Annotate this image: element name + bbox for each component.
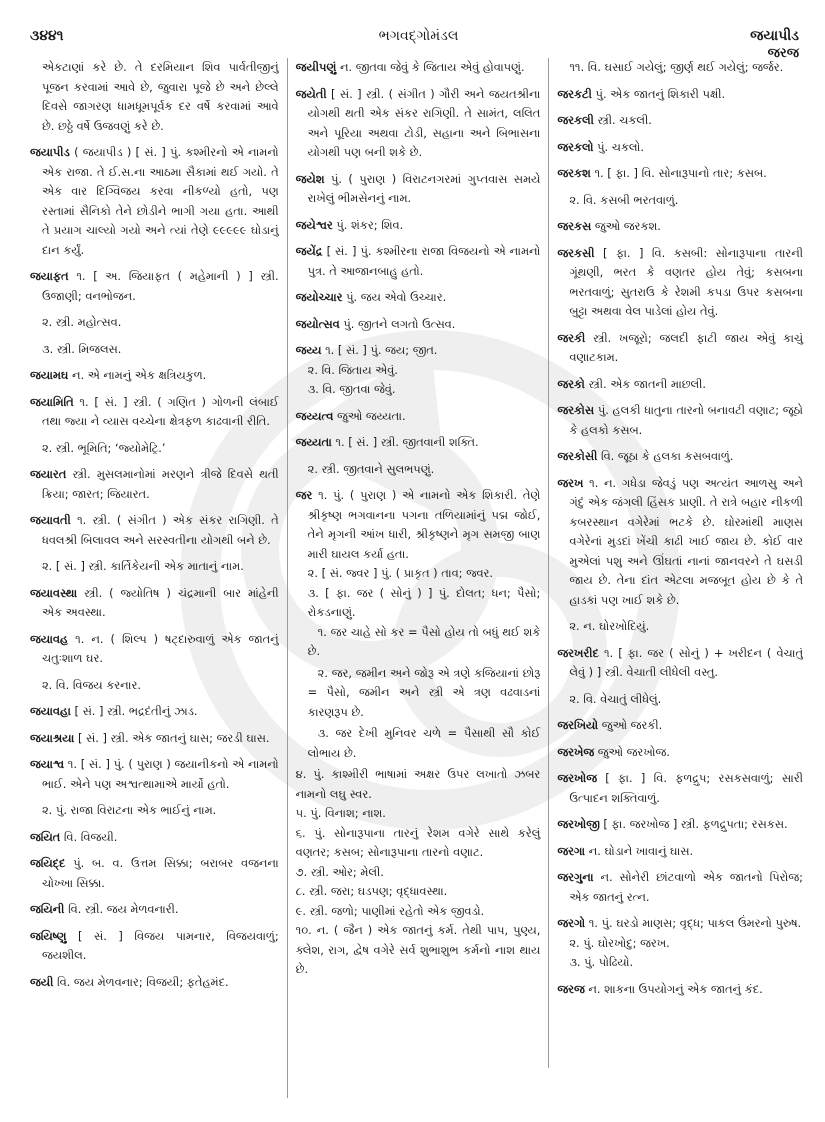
entry-sense: ૨. વિ. વેચાતું લીધેલું. bbox=[569, 691, 662, 706]
dictionary-entry bbox=[30, 58, 279, 136]
entry-definition: પું. ચકલો. bbox=[597, 139, 644, 154]
entry-headword: જયેશ bbox=[295, 171, 325, 186]
entry-headword: જરખોજી bbox=[557, 817, 600, 831]
entry-definition: ૧. ન. ( શિલ્પ ) ષટ્દારુવાળું એક જાતનું ચતુઃશાળ ઘર. bbox=[42, 631, 279, 665]
dictionary-entry bbox=[557, 644, 803, 683]
entry-definition: ન. શાકના ઉપયોગનું એક જાતનું કંદ. bbox=[588, 981, 763, 996]
dictionary-entry bbox=[30, 927, 279, 966]
dictionary-entry bbox=[557, 474, 803, 611]
dictionary-columns bbox=[26, 58, 811, 1110]
entry-sense: ૬. પું. સોનારૂપાના તારનું રેશમ વગેરે સાથે કરેલું વણતર; કસબ; સોનારૂપાના તારનો વણાટ. bbox=[295, 825, 541, 859]
entry-headword: જયાવહ bbox=[30, 631, 69, 646]
entry-sense: ૩. સ્ત્રી. મિજલસ. bbox=[42, 341, 122, 356]
page-header bbox=[30, 28, 807, 61]
entry-headword: જયીપણું bbox=[295, 60, 337, 74]
dictionary-entry bbox=[30, 366, 279, 386]
dictionary-entry bbox=[557, 329, 803, 368]
dictionary-entry bbox=[557, 401, 803, 440]
entry-definition: પું. જીતને લગતો ઉત્સવ. bbox=[343, 316, 456, 331]
entry-headword: જય્ય bbox=[295, 343, 322, 357]
entry-headword: જયાફત bbox=[30, 269, 69, 283]
entry-sense: ૩. વિ. જીતવા જેવું. bbox=[307, 382, 396, 396]
dictionary-entry bbox=[30, 465, 279, 504]
entry-definition: ૧. [ અ. જિયાફત ( મહેમાની ) ] સ્ત્રી. ઉજાણી; વનભોજન. bbox=[42, 269, 279, 303]
entry-headword: જયાવતી bbox=[30, 513, 71, 527]
dictionary-entry bbox=[557, 85, 803, 105]
entry-sense: ૨. [ સં. જ્વર ] પું. ( પ્રાકૃત ) તાવ; જ્વર. bbox=[307, 566, 494, 580]
dictionary-entry bbox=[30, 755, 279, 794]
dictionary-entry bbox=[30, 729, 279, 749]
entry-definition: પું. જય એવો ઉચ્ચાર. bbox=[346, 290, 447, 304]
entry-definition: ૧. [ ફા. જર ( સોનું ) + ખરીદન ( વેચાતું લેવું ) ] સ્ત્રી. વેચાતી લીધેલી વસ્તુ. bbox=[569, 645, 803, 679]
entry-headword: જયેંદ્ર bbox=[295, 244, 323, 258]
entry-headword: જયાશ્રયા bbox=[30, 730, 75, 745]
dictionary-entry bbox=[30, 702, 279, 722]
entry-headword: જયારત bbox=[30, 467, 67, 481]
dictionary-entry bbox=[30, 973, 279, 993]
entry-sense: ૨. ન. ઘોરખોદિયું. bbox=[569, 619, 650, 633]
entry-headword: જયોત્સવ bbox=[295, 316, 340, 331]
entry-definition: પું. બ. વ. ઉત્તમ સિક્કા; બરાબર વજનના ચોખ્ખા સિક્કા. bbox=[42, 856, 279, 890]
entry-headword: જરખિયો bbox=[557, 718, 599, 732]
dictionary-entry bbox=[557, 164, 803, 184]
dictionary-entry bbox=[557, 743, 803, 763]
entry-headword: જરકસ bbox=[557, 219, 592, 233]
entry-headword: જયી bbox=[30, 974, 54, 989]
dictionary-entry bbox=[557, 815, 803, 835]
entry-definition: ૧. સ્ત્રી. ( સંગીત ) એક સંકર રાગિણી. તે ધવલશ્રી બિલાવલ અને સરસ્વતીના યોગથી બને છે. bbox=[42, 513, 279, 547]
entry-definition: [ ફા. ] વિ. ફળદ્રુપ; રસકસવાળું; સારી ઉત્પાદન શક્તિવાળું. bbox=[569, 771, 803, 805]
entry-headword: જર bbox=[295, 488, 313, 502]
entry-definition: ૧. [ ફા. ] વિ. સોનારૂપાનો તાર; કસબ. bbox=[594, 166, 767, 180]
dictionary-entry bbox=[557, 980, 803, 1000]
entry-definition: [ સં. ] સ્ત્રી. ( સંગીત ) ગૌરી અને જયતશ્રીના યોગથી થતી એક સંકર રાગિણી. તે સામંત, લલિત અને પૂરિયા અથવા ટોડી, સહાના અને બિભાસના યોગથી પણ બની શકે છે. bbox=[307, 86, 541, 159]
entry-definition: સ્ત્રી. ( જ્યોતિષ ) ચંદ્રમાની બાર માંહેની એક અવસ્થા. bbox=[42, 585, 279, 619]
entry-headword: જયામિતિ bbox=[30, 394, 74, 409]
dictionary-entry bbox=[30, 828, 279, 848]
entry-sense: ૨. વિ. કસબી ભરતવાળું. bbox=[569, 192, 679, 207]
entry-headword: જરગા bbox=[557, 843, 586, 858]
entry-headword: જરકલી bbox=[557, 113, 594, 127]
entry-definition: ન. સોનેરી છાંટવાળો એક જાતનો પિરોજ; એક જાતનું રત્ન. bbox=[569, 870, 803, 904]
entry-definition: [ સં. ] સ્ત્રી. ભદ્રદંતીનું ઝાડ. bbox=[74, 704, 198, 718]
dictionary-entry bbox=[296, 486, 541, 564]
dictionary-entry bbox=[557, 769, 803, 808]
dictionary-entry bbox=[296, 407, 541, 427]
entry-sense: ૮. સ્ત્રી. જરા; ઘડપણ; વૃદ્ધાવસ્થા. bbox=[295, 884, 448, 898]
entry-sense: ૫. પું. વિનાશ; નાશ. bbox=[295, 806, 386, 820]
dictionary-entry bbox=[296, 315, 541, 335]
dictionary-entry bbox=[557, 138, 803, 158]
entry-definition: ૧. [ સં. ] સ્ત્રી. ( ગણિત ) ગોળની લંબાઈ તથા જ્યા ને વ્યાસ વચ્ચેના ક્ષેત્રફળ કાઢવાની રીતિ. bbox=[42, 394, 279, 428]
dictionary-entry bbox=[557, 842, 803, 862]
entry-headword: જરગુના bbox=[557, 870, 594, 884]
column-2 bbox=[288, 58, 550, 1068]
entry-definition: ૧. પું. ઘરડો માણસ; વૃદ્ધ; પાકલ ઉંમરનો પુરુષ. bbox=[588, 916, 802, 930]
entry-definition: ન. ઘોડાને ખાવાનું ઘાસ. bbox=[588, 843, 694, 858]
entry-headword: જરગો bbox=[557, 916, 586, 930]
dictionary-entry bbox=[557, 375, 803, 395]
dictionary-entry bbox=[296, 341, 541, 361]
entry-sense: ૨. સ્ત્રી. ભૂમિતિ; ‘જ્યોમેટ્રિ.’ bbox=[42, 440, 166, 455]
dictionary-entry bbox=[557, 217, 803, 237]
entry-proverb: ૨. જર, જમીન અને જોરૂ એ ત્રણે કજિયાનાં છોરૂ = પૈસો, જમીન અને સ્ત્રી એ ત્રણ વઢવાડનાં કારણરૂપ છે. bbox=[307, 665, 541, 719]
entry-definition: સ્ત્રી. મુસલમાનોમાં મરણને ત્રીજે દિવસે થતી ક્રિયા; જારત; જિયારત. bbox=[42, 467, 279, 501]
entry-definition: વિ. જય મેળવનાર; વિજયી; ફતેહમંદ. bbox=[57, 974, 229, 989]
dictionary-entry bbox=[557, 716, 803, 736]
entry-headword: જયેતી bbox=[295, 86, 327, 101]
entry-sense: ૨. પું. રાજા વિરાટના એક ભાઈનું નામ. bbox=[42, 803, 217, 817]
page-number: ૩૪૪૧ bbox=[30, 28, 64, 44]
entry-sense: ૨. સ્ત્રી. જીતવાને સુલભપણું. bbox=[307, 461, 435, 476]
dictionary-entry bbox=[296, 85, 541, 163]
guide-word-last: જરજ bbox=[767, 46, 799, 61]
entry-headword: જરખરીદ bbox=[557, 645, 599, 660]
entry-sense: ૪. પું. કાશ્મીરી ભાષામાં અક્ષર ઉપર લખાતો ઝબર નામનો લઘુ સ્વર. bbox=[295, 767, 541, 801]
entry-definition: જુઓ જરકશ. bbox=[594, 219, 661, 233]
guide-word-first: જયાપીડ bbox=[750, 28, 799, 44]
dictionary-entry bbox=[296, 433, 541, 453]
entry-sense: ૨. વિ. જિતાય એવું. bbox=[307, 362, 398, 377]
entry-definition: સ્ત્રી. ખજૂરો; જલદી ફાટી જાય એવું કાચું વણાટકામ. bbox=[569, 330, 804, 364]
entry-headword: જરકો bbox=[557, 376, 585, 391]
entry-definition: ૧૧. વિ. ઘસાઈ ગયેલું; જીર્ણ થઈ ગયેલું; જર્જર. bbox=[569, 60, 784, 74]
entry-headword: જયિષ્ણુ bbox=[30, 928, 67, 943]
entry-definition: જુઓ જય્યતા. bbox=[336, 408, 406, 423]
entry-definition: ૧. [ સં. ] પું. ( પુરાણ ) જયાનીકનો એ નામનો ભાઈ. એને પણ અશ્વત્થામાએ માર્યો હતો. bbox=[42, 757, 279, 791]
entry-headword: જયિની bbox=[30, 902, 65, 916]
dictionary-entry bbox=[30, 630, 279, 669]
entry-definition: [ સં. ] વિજય પામનાર, વિજયવાળું; જયશીલ. bbox=[42, 928, 279, 962]
dictionary-entry bbox=[557, 244, 803, 322]
entry-definition: ન. જીતવા જેવું કે જિતાય એવું હોવાપણું. bbox=[339, 60, 525, 74]
dictionary-entry bbox=[557, 111, 803, 131]
dictionary-entry bbox=[30, 511, 279, 550]
entry-definition: ન. એ નામનું એક ક્ષત્રિયકુળ. bbox=[72, 368, 207, 382]
entry-definition: ૧. ન. ગધેડા જેવડું પણ અત્યંત આળસુ અને ગંદું એક જંગલી હિંસક પ્રાણી. તે રાત્રે બહાર નીકળી કબરસ્થાન વગેરેમાં ભટકે છે. ઘોરમાંથી માણસ વગેરેનાં મુડદાં ખેંચી કાઢી ખાઈ જાય છે. કોઈ વાર મુએલાં પશુ અને ઊંઘતાં નાનાં જાનવરને તે ઘસડી જાય છે. તેના દાંત એટલા મજબૂત હોય છે કે તે હાડકાં પણ ખાઈ શકે છે. bbox=[569, 475, 804, 607]
entry-definition: [ ફા. જરખોજ ] સ્ત્રી. ફળદ્રુપતા; રસકસ. bbox=[603, 817, 788, 831]
entry-headword: જય્યતા bbox=[295, 435, 332, 449]
entry-sense: ૧૦. ન. ( જૈન ) એક જાતનું કર્મ. તેથી પાપ, પુણ્ય, ક્લેશ, રાગ, દ્વેષ વગેરે સર્વ શુભાશુભ કર્મનો નાશ થાય છે. bbox=[295, 923, 541, 976]
entry-definition: વિ. વિજયી. bbox=[63, 829, 118, 844]
dictionary-entry bbox=[30, 854, 279, 893]
entry-headword: જરકલો bbox=[557, 139, 594, 154]
entry-definition: ૧. [ સં. ] સ્ત્રી. જીતવાની શક્તિ. bbox=[335, 435, 479, 449]
entry-headword: જરકોસી bbox=[557, 449, 598, 463]
entry-definition: વિ. સ્ત્રી. જય મેળવનારી. bbox=[68, 902, 179, 916]
entry-definition: પું. ( પુરાણ ) વિરાટનગરમાં ગુપ્તવાસ સમયે રાખેલું ભીમસેનનું નામ. bbox=[307, 171, 541, 205]
entry-headword: જયિત bbox=[30, 829, 61, 844]
entry-definition: જુઓ જરકી. bbox=[601, 718, 663, 732]
entry-headword: જરકટી bbox=[557, 86, 592, 101]
entry-definition: સ્ત્રી. એક જાતની માછલી. bbox=[588, 376, 707, 391]
entry-definition: પું. હલકી ધાતુના તારનો બનાવટી વણાટ; જૂઠો કે હલકો કસબ. bbox=[569, 403, 803, 437]
entry-definition: પું. શંકર; શિવ. bbox=[336, 217, 404, 232]
dictionary-entry bbox=[557, 914, 803, 934]
entry-headword: જયાપીડ bbox=[30, 145, 70, 159]
entry-headword: જય્યત્વ bbox=[295, 408, 334, 423]
entry-sense: ૩. [ ફા. જર ( સોનું ) ] પું. દોલત; ધન; પૈસો; રોકડનાણું. bbox=[307, 585, 541, 619]
entry-sense: ૩. પું. પોઢિયો. bbox=[569, 955, 634, 969]
entry-headword: જરખ bbox=[557, 475, 584, 490]
entry-headword: જરખેજ bbox=[557, 744, 595, 759]
entry-headword: જયોચ્ચાર bbox=[295, 290, 343, 304]
dictionary-entry bbox=[30, 900, 279, 920]
entry-headword: જરકી bbox=[557, 330, 586, 345]
entry-definition: સ્ત્રી. ચકલી. bbox=[597, 113, 652, 127]
dictionary-entry bbox=[30, 584, 279, 623]
dictionary-entry bbox=[296, 242, 541, 281]
dictionary-entry bbox=[30, 393, 279, 432]
entry-definition: [ ફા. ] વિ. કસબી: સોનારૂપાના તારની ગૂંથણી, ભરત કે વણતર હોય તેવું; કસબના ભરતવાળું; સુતરાઉ કે રેશમી કપડા ઉપર કસબના બુટ્ટા અથવા વેલ પાડેલાં હોય તેવું. bbox=[569, 245, 803, 318]
entry-definition: ( જયાપીડ ) [ સં. ] પું. કશ્મીરનો એ નામનો એક રાજા. તે ઈ.સ.ના આઠમા સૈકામાં થઈ ગયો. તે એક વાર દિગ્વિજય કરવા નીકળ્યો હતો, પણ રસ્તામાં સૈનિકો તેને છોડીને ભાગી ગયા હતા. આથી તે પ્રયાગ ચાલ્યો ગયો અને ત્યાં તેણે ૯૯૯૯૯ ઘોડાનું દાન કર્યું. bbox=[42, 145, 279, 257]
dictionary-entry bbox=[296, 170, 541, 209]
entry-definition: જુઓ જરખોજ. bbox=[597, 744, 670, 759]
entry-definition: [ સં. ] પું. કશ્મીરના રાજા વિજયનો એ નામનો પુત્ર. તે આજાનબાહુ હતો. bbox=[307, 244, 541, 278]
entry-proverb: ૧. જર ચાહે સો કર = પૈસો હોય તો બધું થઈ શકે છે. bbox=[307, 624, 541, 658]
entry-sense: ૨. [ સં. ] સ્ત્રી. કાર્તિકેયની એક માતાનું નામ. bbox=[42, 559, 244, 573]
column-3 bbox=[549, 58, 811, 1110]
dictionary-entry bbox=[557, 868, 803, 907]
dictionary-entry bbox=[557, 58, 803, 78]
entry-sense: ૨. સ્ત્રી. મહોત્સવ. bbox=[42, 315, 122, 329]
entry-sense: ૨. વિ. વિજય કરનાર. bbox=[42, 677, 141, 692]
entry-headword: જયેશ્વર bbox=[295, 217, 333, 232]
entry-definition: પું. એક જાતનું શિકારી પક્ષી. bbox=[595, 86, 726, 101]
dictionary-entry bbox=[30, 143, 279, 260]
entry-proverb: ૩. જર દેખી મુનિવર ચળે = પૈસાથી સૌ કોઈ લોભાય છે. bbox=[307, 726, 541, 760]
entry-sense: ૨. પું. ઘોરખોદુ; જરખ. bbox=[569, 935, 670, 950]
dictionary-entry bbox=[30, 267, 279, 306]
dictionary-entry bbox=[557, 447, 803, 467]
dictionary-entry bbox=[296, 288, 541, 308]
entry-definition: એકટાણાં કરે છે. તે દરમિયાન શિવ પાર્વતીજીનું પૂજન કરવામાં આવે છે, જુવારા પૂજે છે અને છેલ્લે દિવસે જાગરણ ધામધૂમપૂર્વક દર વર્ષે કરવામાં આવે છે. છઠ્ઠે વર્ષે ઉજવણું કરે છે. bbox=[42, 60, 279, 133]
page-title: ભગવદ્ગોમંડલ bbox=[378, 28, 459, 44]
entry-definition: વિ. જૂઠા કે હલકા કસબવાળું. bbox=[601, 449, 734, 463]
entry-headword: જરકોસ bbox=[557, 403, 595, 417]
entry-definition: ૧. પું. ( પુરાણ ) એ નામનો એક શિકારી. તેણે શ્રીકૃષ્ણ ભગવાનના પગના તળિયામાંનું પદ્મ જોઈ, તેને મૃગની આંખ ધારી, શ્રીકૃષ્ણને મૃગ સમજી બાણ મારી ઘાયલ કર્યા હતા. bbox=[307, 488, 541, 561]
entry-headword: જરકસી bbox=[557, 245, 595, 260]
entry-headword: જરજ bbox=[557, 981, 585, 996]
entry-headword: જયાશ્વ bbox=[30, 757, 65, 771]
entry-definition: [ સં. ] સ્ત્રી. એક જાતનું ઘાસ; જરડી ઘાસ. bbox=[77, 730, 270, 745]
entry-headword: જયિદ્દ bbox=[30, 856, 66, 870]
entry-sense: ૭. સ્ત્રી. ઓર; મેલી. bbox=[295, 864, 384, 879]
entry-headword: જયાવહા bbox=[30, 704, 71, 718]
dictionary-entry bbox=[296, 58, 541, 78]
column-1 bbox=[26, 58, 288, 1098]
entry-headword: જયામઘ bbox=[30, 368, 69, 382]
dictionary-entry bbox=[296, 216, 541, 236]
entry-headword: જરખોજ bbox=[557, 771, 597, 785]
entry-sense: ૯. સ્ત્રી. જળો; પાણીમાં રહેતો એક જીવડો. bbox=[295, 903, 485, 918]
entry-headword: જયાવસ્થા bbox=[30, 585, 78, 600]
entry-headword: જરકશ bbox=[557, 166, 591, 180]
entry-definition: ૧. [ સં. ] પું. જય; જીત. bbox=[325, 343, 438, 357]
